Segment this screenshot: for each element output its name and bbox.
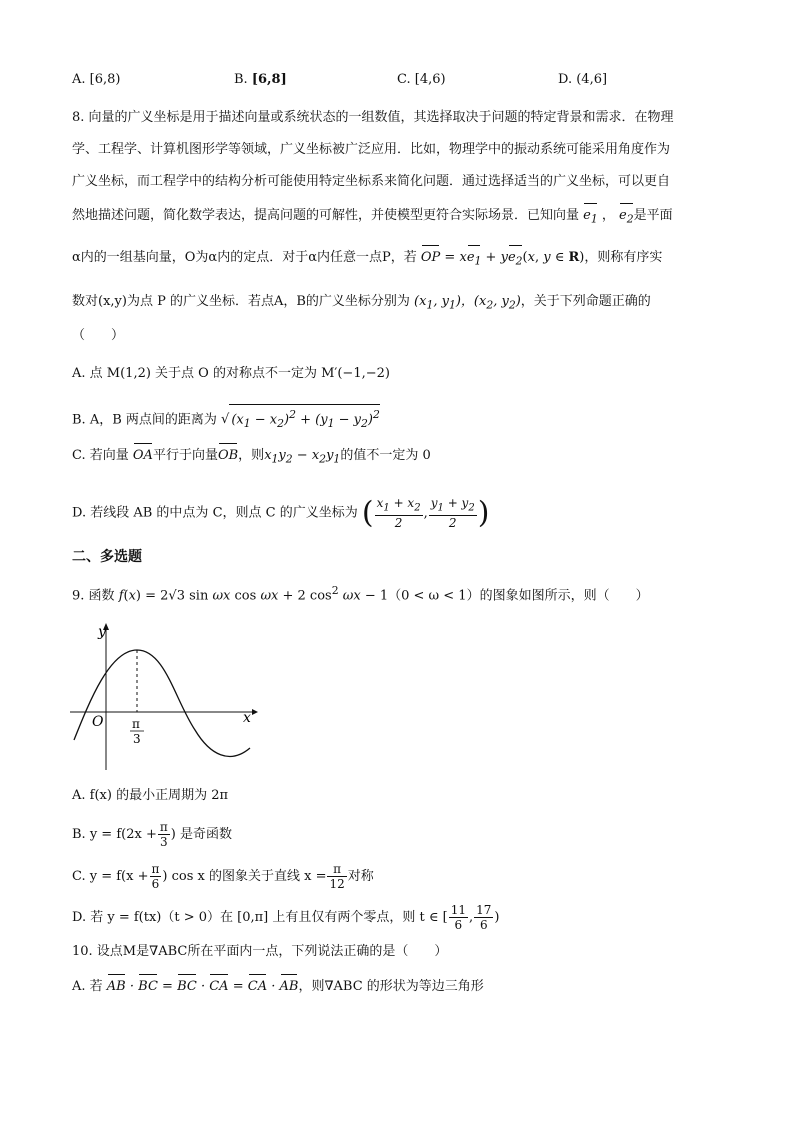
q8-option-b bbox=[72, 404, 380, 434]
q8-option-c-tail: 的值不一定为 0 bbox=[340, 448, 431, 463]
q8-answer-paren: （ ） bbox=[72, 328, 125, 343]
q8-line-4: 然地描述问题，简化数学表达，提高问题的可解性，并使模型更符合实际场景．已知向量 $e_1$ ， $e_2$是平面 bbox=[72, 206, 673, 230]
coords-a-b: ($x_1$, $y_1$)，($x_2$, $y_2$) bbox=[414, 294, 521, 312]
x-axis-arrow-icon bbox=[252, 709, 258, 715]
q9-option-c-tail: 对称 bbox=[347, 869, 374, 884]
q9-function-formula: f bbox=[118, 588, 124, 604]
q10-option-a bbox=[72, 977, 484, 997]
q9-option-d-text: D. 若 y = f(tx)（t > 0）在 [0,π] 上有且仅有两个零点，则 t ∈ [ bbox=[72, 910, 448, 925]
q8-line-6-text: 数对(x,y)为点 P 的广义坐标．若点A，B的广义坐标分别为 bbox=[72, 294, 410, 309]
peak-tick-numerator: π bbox=[132, 717, 140, 731]
q9-option-b-tail: ) 是奇函数 bbox=[170, 827, 232, 842]
origin-label: O bbox=[92, 714, 104, 730]
q8-line-4-tail: 是平面 bbox=[633, 208, 673, 223]
q8-line-6-tail: ，关于下列命题正确的 bbox=[520, 294, 651, 309]
q9-option-d-tail: ) bbox=[494, 910, 500, 925]
q8-option-a: A. 点 M(1,2) 关于点 O 的对称点不一定为 M′(−1,−2) bbox=[72, 366, 390, 381]
q8-option-d-text: D. 若线段 AB 的中点为 C，则点 C 的广义坐标为 bbox=[72, 505, 358, 521]
q7-option-b-prefix: B. bbox=[234, 72, 252, 87]
sine-curve bbox=[74, 650, 250, 756]
y-axis-label: y bbox=[98, 624, 106, 640]
dot-product-equation: AB · BC = BC · CA = CA · AB bbox=[107, 979, 299, 994]
q7-option-b-value: [6,8] bbox=[251, 72, 287, 87]
q9-option-a: A. f(x) 的最小正周期为 2π bbox=[72, 788, 229, 803]
q9-stem: 9. 函数 f(x) = 2√3 sin ωx cos ωx + 2 $\cos^2 \omega x - 1(0 < \omega < 1)$的图象如图所示，则（ ） bbox=[72, 584, 649, 604]
q10-option-a-tail: ，则∇ABC 的形状为等边三角形 bbox=[298, 979, 484, 994]
cross-expression: $x_1y_2 - x_2y_1$ bbox=[264, 448, 341, 466]
ob-vector: OB bbox=[218, 446, 238, 466]
q8-line-6 bbox=[72, 292, 651, 316]
q8-option-b-text: B. A，B 两点间的距离为 bbox=[72, 412, 217, 428]
section-title-multiple-choice: 二、多选题 bbox=[72, 549, 142, 565]
q8-line-1: 8. 向量的广义坐标是用于描述向量或系统状态的一组数值，其选择取决于问题的特定背景和需求．在物理 bbox=[72, 110, 674, 125]
q10-option-a-text: A. 若 bbox=[72, 979, 103, 994]
q8-line-2: 学、工程学、计算机图形学等领域，广义坐标被广泛应用．比如，物理学中的振动系统可能采用角度作为 bbox=[72, 142, 671, 157]
q9-function-graph bbox=[70, 620, 260, 772]
q9-option-c-text: C. y = f(x + bbox=[72, 869, 149, 884]
q8-option-c-mid: 平行于向量 bbox=[152, 448, 218, 463]
q8-line-5 bbox=[72, 248, 662, 272]
midpoint-formula: ( $\frac{x_1 + x_2}{2}$ , $\frac{y_1 + y_2}{2}$ ) bbox=[361, 495, 490, 531]
q8-line-4-text: 然地描述问题，简化数学表达，提高问题的可解性，并使模型更符合实际场景．已知向量 bbox=[72, 208, 580, 223]
op-vector-formula: OP = $xe_1 + ye_2(x$, y ∈ R) bbox=[421, 250, 584, 265]
e1-vector: $e_1$ bbox=[583, 206, 598, 230]
peak-tick-denominator: 3 bbox=[133, 732, 141, 746]
q9-stem-prefix: 9. 函数 bbox=[72, 588, 115, 604]
q7-option-a: A. [6,8) bbox=[72, 72, 121, 87]
q9-stem-suffix: （0 < ω < 1）的图象如图所示，则（ ） bbox=[388, 588, 649, 604]
q8-option-c bbox=[72, 446, 431, 470]
q8-option-d bbox=[72, 496, 489, 530]
q8-line-5-tail: ，则称有序实 bbox=[584, 250, 663, 265]
q7-option-d: D. (4,6] bbox=[558, 72, 608, 87]
q8-option-c-text: C. 若向量 bbox=[72, 448, 129, 463]
oa-vector: OA bbox=[133, 446, 153, 466]
q8-option-c-then: ，则 bbox=[238, 448, 265, 463]
q9-option-d: D. 若 y = f(tx)（t > 0）在 [0,π] 上有且仅有两个零点，则 t ∈ [ $\frac{11}{6}$ , $\frac{17}{6}$ ) bbox=[72, 903, 500, 932]
x-axis-label: x bbox=[243, 710, 251, 726]
e2-vector: $e_2$ bbox=[619, 206, 634, 230]
q9-option-c: C. y = f(x + $\frac{\pi}{6}$ ) cos x 的图象关于直线 x = $\frac{\pi}{12}$ 对称 bbox=[72, 862, 374, 891]
q7-option-b bbox=[234, 72, 287, 87]
q9-option-c-mid: ) cos x 的图象关于直线 x = bbox=[162, 869, 327, 884]
q9-option-b: B. y = f(2x + $\frac{\pi}{3}$ ) 是奇函数 bbox=[72, 820, 232, 849]
q9-option-b-text: B. y = f(2x + bbox=[72, 827, 157, 842]
q8-line-5-text: α内的一组基向量，O为α内的定点．对于α内任意一点P，若 bbox=[72, 250, 417, 265]
distance-formula: √ $(x_1 - x_2)^2 + (y_1 - y_2)^2$ bbox=[221, 412, 380, 427]
q10-stem: 10. 设点M是∇ABC所在平面内一点，下列说法正确的是（ ） bbox=[72, 944, 448, 959]
q8-line-3: 广义坐标，而工程学中的结构分析可能使用特定坐标系来简化问题．通过选择适当的广义坐标，可以更自 bbox=[72, 174, 671, 189]
q7-option-c: C. [4,6) bbox=[397, 72, 446, 87]
